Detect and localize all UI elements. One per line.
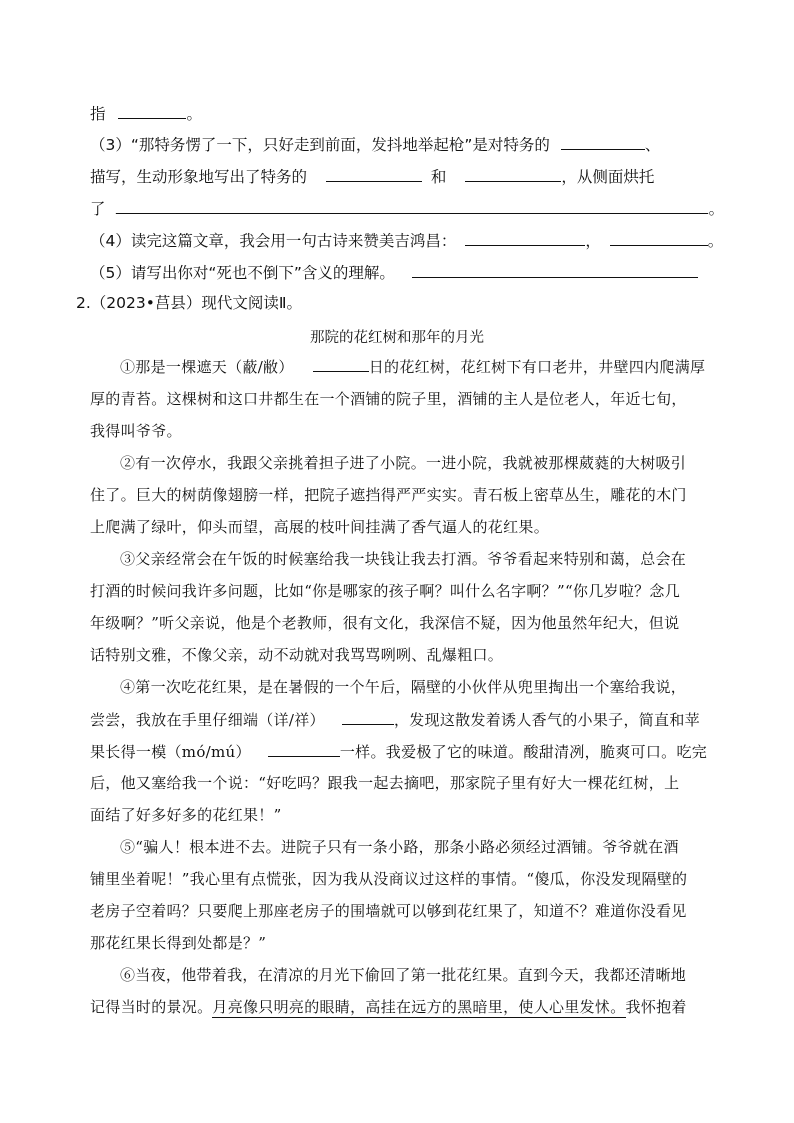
paragraph-1-line: 厚的青苔。这棵树和这口井都生在一个酒铺的院子里，酒铺的主人是位老人，年近七旬，: [90, 390, 687, 408]
answer-blank[interactable]: [313, 356, 369, 372]
answer-blank[interactable]: [342, 709, 394, 725]
paragraph-5-line: 铺里坐着呢！”我心里有点慌张，因为我从没商议过这样的事情。“傻瓜，你没发现隔壁的: [90, 870, 688, 888]
p1-text-a: ①那是一棵遮天（蔽/敝）: [120, 358, 294, 376]
paragraph-4-line: [90, 741, 707, 762]
p4-text-b: ，发现这散发着诱人香气的小果子，简直和苹: [393, 711, 700, 729]
paragraph-4-line: 后，他又塞给我一个说：“好吃吗？跟我一起去摘吧，那家院子里有好大一棵花红树，上: [90, 774, 680, 792]
q5-text: （5）请写出你对“死也不倒下”含义的理解。: [90, 264, 395, 282]
paragraph-4-line: 面结了好多好多的花红果！”: [90, 806, 282, 824]
answer-blank[interactable]: [465, 166, 561, 182]
q3-text-2a: 描写，生动形象地写出了特务的: [90, 168, 308, 186]
q3-line-3: [90, 198, 724, 219]
paragraph-3-line: 话特别文雅，不像父亲，动不动就对我骂骂咧咧、乱爆粗口。: [90, 646, 504, 664]
paragraph-6-line: [90, 997, 687, 1017]
paragraph-1-line: [120, 356, 705, 377]
q3-text-2c: ，从侧面烘托: [561, 168, 655, 186]
q4-sep: ，: [585, 232, 601, 250]
p4-text-a: 尝尝，我放在手里仔细端（详/祥）: [90, 711, 325, 729]
paragraph-1-line: 我得叫爷爷。: [90, 422, 182, 440]
q3-text-1: （3）“那特务愣了一下，只好走到前面，发抖地举起枪”是对特务的: [90, 136, 550, 154]
article-title: 那院的花红树和那年的月光: [310, 330, 484, 346]
paragraph-4-line: ④第一次吃花红果，是在暑假的一个午后，隔壁的小伙伴从兜里掏出一个塞给我说，: [120, 678, 687, 696]
p6-text-b: 我怀抱着: [625, 998, 687, 1016]
answer-blank[interactable]: [116, 198, 708, 214]
paragraph-3-line: 年级啊？”听父亲说，他是个老教师，很有文化，我深信不疑，因为他虽然年纪大，但说: [90, 614, 680, 632]
q3-line-1: [90, 134, 660, 155]
answer-blank[interactable]: [412, 262, 698, 278]
q2-suffix: 。: [186, 105, 202, 123]
paragraph-5-line: ⑤“骗人！根本进不去。进院子只有一条小路，那条小路必须经过酒铺。爷爷就在酒: [120, 838, 679, 856]
paragraph-4-line: [90, 709, 700, 730]
paragraph-6-line: ⑥当夜，他带着我，在清凉的月光下偷回了第一批花红果。直到今天，我都还清晰地: [120, 966, 687, 984]
q3-line3-end: 。: [708, 200, 725, 218]
paragraph-2-line: 上爬满了绿叶，仰头而望，高展的枝叶间挂满了香气逼人的花红果。: [90, 518, 550, 536]
p1-text-b: 日的花红树，花红树下有口老井，井壁四内爬满厚: [368, 358, 706, 376]
q2-prefix: 指: [90, 105, 106, 123]
q4-end: 。: [707, 232, 724, 250]
paragraph-5-line: 老房子空着吗？只要爬上那座老房子的围墙就可以够到花红果了，知道不？难道你没看见: [90, 902, 687, 920]
p6-text-a: 记得当时的景况。: [90, 998, 213, 1016]
answer-blank[interactable]: [118, 103, 186, 119]
paragraph-2-line: ②有一次停水，我跟父亲挑着担子进了小院。一进小院，我就被那棵葳蕤的大树吸引: [120, 454, 687, 472]
q2-tail-line: [90, 103, 202, 124]
q5-line: [90, 262, 698, 283]
paragraph-2-line: 住了。巨大的树荫像翅膀一样，把院子遮挡得严严实实。青石板上密草丛生，雕花的木门: [90, 486, 687, 504]
answer-blank[interactable]: [561, 134, 645, 150]
section-2-header: 2.（2023•莒县）现代文阅读Ⅱ。: [76, 294, 303, 312]
q3-text-3: 了: [90, 200, 106, 218]
answer-blank[interactable]: [268, 741, 340, 757]
underlined-sentence: 月亮像只明亮的眼睛，高挂在远方的黑暗里，使人心里发怵。: [212, 998, 626, 1016]
q4-line: [90, 230, 723, 251]
q3-line1-end: 、: [644, 136, 661, 154]
paragraph-5-line: 那花红果长得到处都是？”: [90, 934, 267, 952]
paragraph-3-line: 打酒的时候问我许多问题，比如“你是哪家的孩子啊？叫什么名字啊？”“你几岁啦？念几: [90, 582, 681, 600]
answer-blank[interactable]: [610, 230, 708, 246]
q3-line-2: [90, 166, 654, 187]
answer-blank[interactable]: [326, 166, 422, 182]
q3-text-2b: 和: [430, 168, 447, 186]
p4-text-d: 一样。我爱极了它的味道。酸甜清冽，脆爽可口。吃完: [339, 743, 708, 761]
answer-blank[interactable]: [465, 230, 585, 246]
p4-text-c: 果长得一模（mó/mú）: [90, 743, 251, 761]
paragraph-3-line: ③父亲经常会在午饭的时候塞给我一块钱让我去打酒。爷爷看起来特别和蔼，总会在: [120, 550, 687, 568]
q4-text: （4）读完这篇文章，我会用一句古诗来赞美吉鸿昌：: [90, 232, 457, 250]
